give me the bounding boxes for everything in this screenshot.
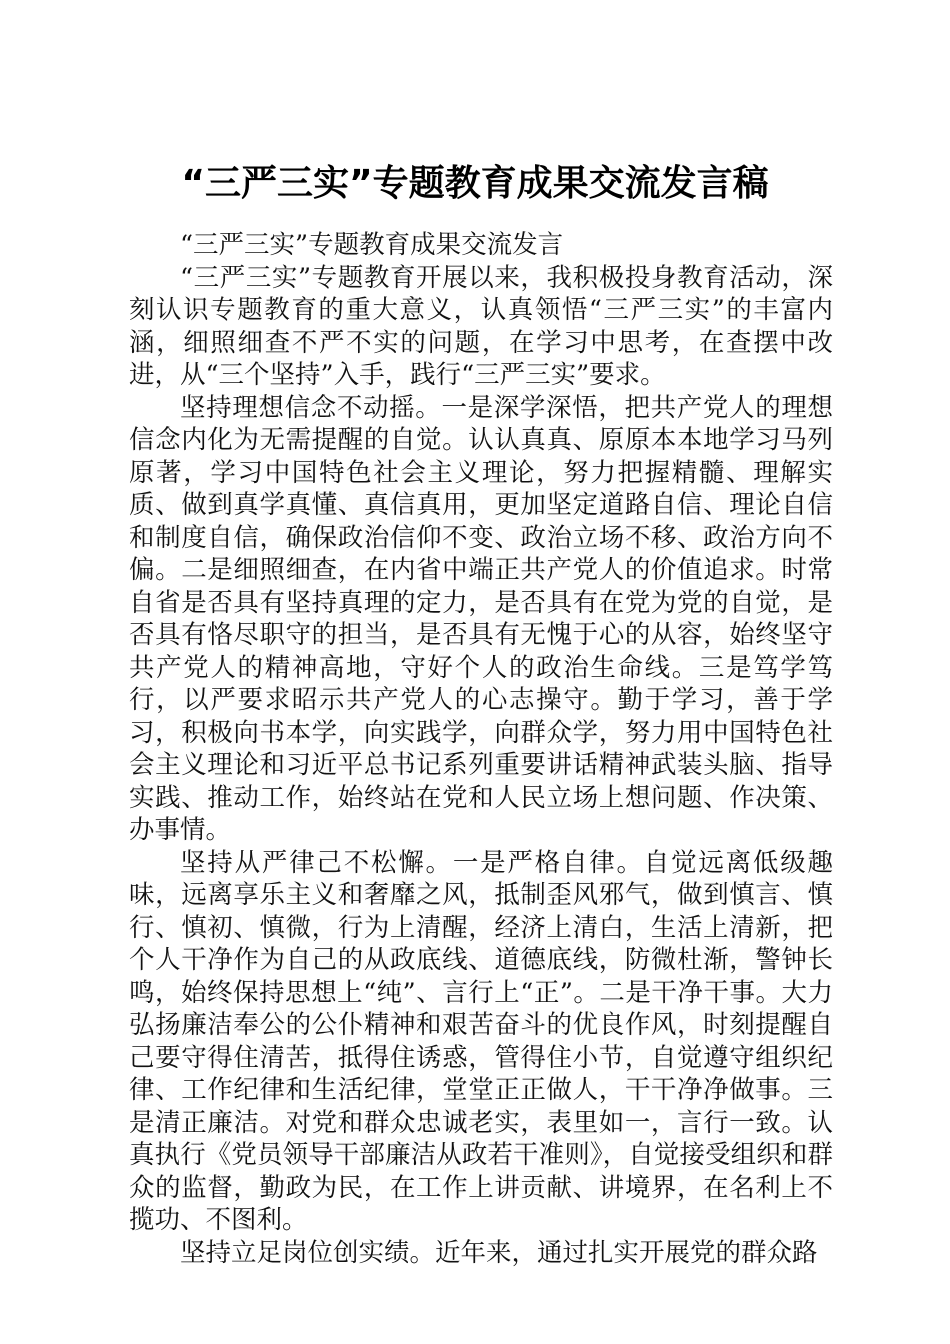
paragraph-ideals: 坚持理想信念不动摇。一是深学深悟，把共产党人的理想信念内化为无需提醒的自觉。认认真真、原原本本地学习马列原著，学习中国特色社会主义理论，努力把握精髓、理解实质、做到真学真懂、真信真用，更加坚定道路自信、理论自信和制度自信，确保政治信仰不变、政治立场不移、政治方向不偏。二是细照细查，在内省中端正共产党人的价值追求。时常自省是否具有坚持真理的定力，是否具有在党为党的自觉，是否具有恪尽职守的担当，是否具有无愧于心的从容，始终坚守共产党人的精神高地，守好个人的政治生命线。三是笃学笃行，以严要求昭示共产党人的心志操守。勤于学习，善于学习，积极向书本学，向实践学，向群众学，努力用中国特色社会主义理论和习近平总书记系列重要讲话精神武装头脑、指导实践、推动工作，始终站在党和人民立场上想问题、作决策、办事情。 [129, 392, 833, 845]
document-title: “三严三实”专题教育成果交流发言稿 [181, 163, 769, 204]
paragraph-self-discipline: 坚持从严律己不松懈。一是严格自律。自觉远离低级趣味，远离享乐主义和奢靡之风，抵制歪风邪气，做到慎言、慎行、慎初、慎微，行为上清醒，经济上清白，生活上清新，把个人干净作为自己的从政底线、道德底线，防微杜渐，警钟长鸣，始终保持思想上“纯”、言行上“正”。二是干净干事。大力弘扬廉洁奉公的公仆精神和艰苦奋斗的优良作风，时刻提醒自己要守得住清苦，抵得住诱惑，管得住小节，自觉遵守组织纪律、工作纪律和生活纪律，堂堂正正做人，干干净净做事。三是清正廉洁。对党和群众忠诚老实，表里如一，言行一致。认真执行《党员领导干部廉洁从政若干准则》，自觉接受组织和群众的监督，勤政为民，在工作上讲贡献、讲境界，在名利上不揽功、不图利。 [129, 847, 833, 1235]
paragraph-achievements: 坚持立足岗位创实绩。近年来，通过扎实开展党的群众路 [180, 1237, 818, 1268]
paragraph-intro: “三严三实”专题教育开展以来，我积极投身教育活动，深刻认识专题教育的重大意义，认真领悟“三严三实”的丰富内涵，细照细查不严不实的问题，在学习中思考，在查摆中改进，从“三个坚持”入手，践行“三严三实”要求。 [129, 262, 833, 390]
paragraph-subtitle: “三严三实”专题教育成果交流发言 [180, 230, 564, 260]
document-body [129, 229, 833, 1269]
